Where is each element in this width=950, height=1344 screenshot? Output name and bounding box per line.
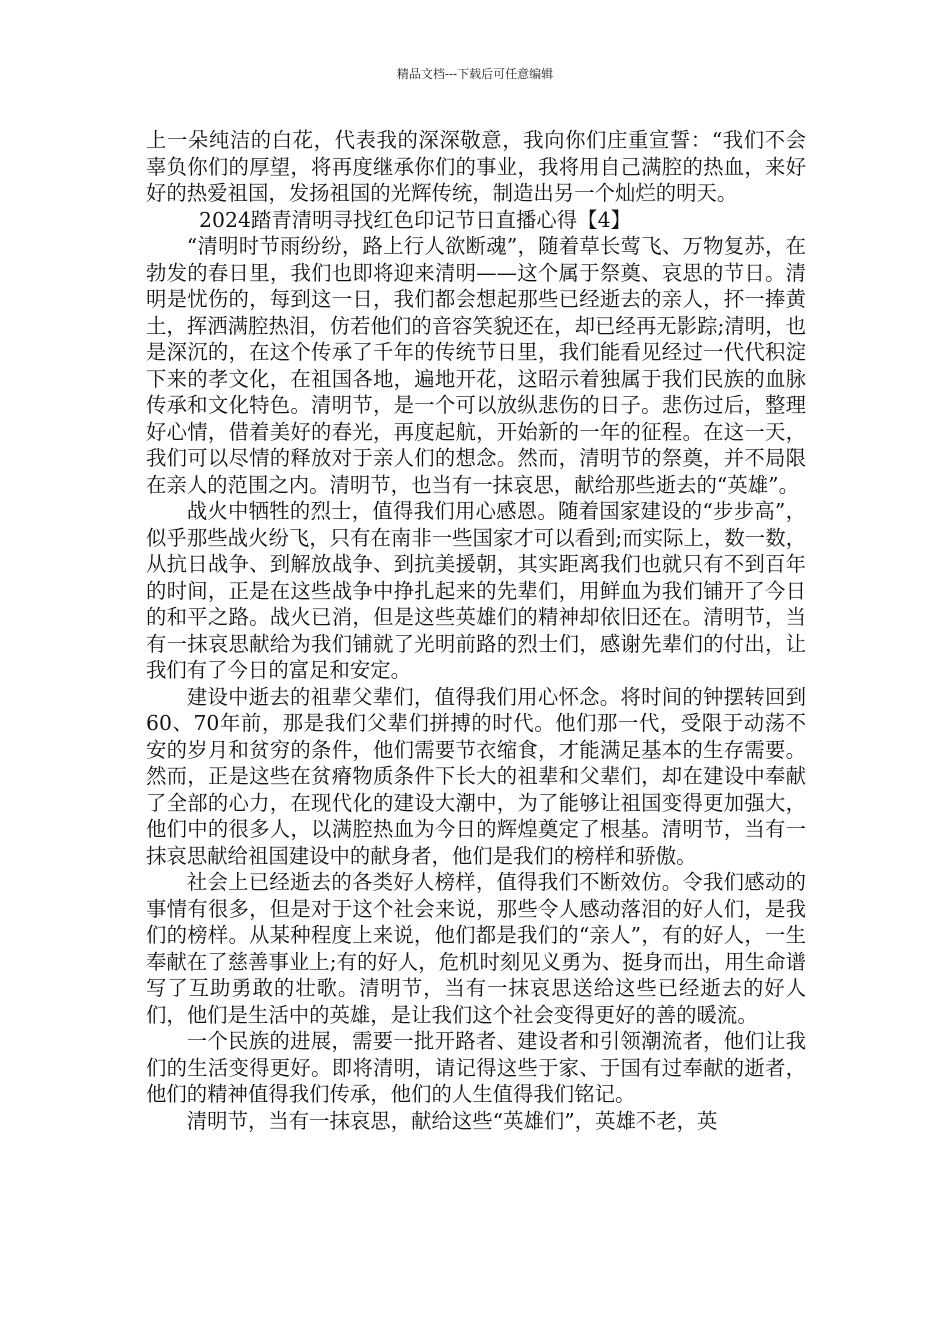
document-body <box>146 127 806 1134</box>
body-paragraph: 清明节，当有一抹哀思，献给这些“英雄们”，英雄不老，英 <box>186 1108 718 1133</box>
body-paragraph: 建设中逝去的祖辈父辈们，值得我们用心怀念。将时间的钟摆转回到60、70年前，那是我们父辈们拼搏的时代。他们那一代，受限于动荡不安的岁月和贫穷的条件，他们需要节衣缩食，才能满足基本的生存需要。然而，正是这些在贫瘠物质条件下长大的祖辈和父辈们，却在建设中奉献了全部的心力，在现代化的建设大潮中，为了能够让祖国变得更加强大，他们中的很多人，以满腔热血为今日的辉煌奠定了根基。清明节，当有一抹哀思献给祖国建设中的献身者，他们是我们的榜样和骄傲。 <box>146 684 806 868</box>
page-header: 精品文档---下载后可任意编辑 <box>396 67 554 81</box>
body-paragraph: 上一朵纯洁的白花，代表我的深深敬意，我向你们庄重宣誓：“我们不会辜负你们的厚望，将再度继承你们的事业，我将用自己满腔的热血，来好好的热爱祖国，发扬祖国的光辉传统，制造出另一个灿烂的明天。 <box>146 128 806 205</box>
body-paragraph: “清明时节雨纷纷，路上行人欲断魂”，随着草长莺飞、万物复苏，在勃发的春日里，我们也即将迎来清明——这个属于祭奠、哀思的节日。清明是忧伤的，每到这一日，我们都会想起那些已经逝去的亲人，抔一捧黄土，挥洒满腔热泪，仿若他们的音容笑貌还在，却已经再无影踪;清明，也是深沉的，在这个传承了千年的传统节日里，我们能看见经过一代代积淀下来的孝文化，在祖国各地，遍地开花，这昭示着独属于我们民族的血脉传承和文化特色。清明节，是一个可以放纵悲伤的日子。悲伤过后，整理好心情，借着美好的春光，再度起航，开始新的一年的征程。在这一天，我们可以尽情的释放对于亲人们的想念。然而，清明节的祭奠，并不局限在亲人的范围之内。清明节，也当有一抹哀思，献给那些逝去的“英雄”。 <box>146 234 806 497</box>
body-paragraph: 一个民族的进展，需要一批开路者、建设者和引领潮流者，他们让我们的生活变得更好。即将清明，请记得这些于家、于国有过奉献的逝者，他们的精神值得我们传承，他们的人生值得我们铭记。 <box>146 1029 806 1106</box>
body-paragraph: 战火中牺牲的烈士，值得我们用心感恩。随着国家建设的“步步高”，似乎那些战火纷飞，只有在南非一些国家才可以看到;而实际上，数一数，从抗日战争、到解放战争、到抗美援朝，其实距离我们也就只有不到百年的时间，正是在这些战争中挣扎起来的先辈们，用鲜血为我们铺开了今日的和平之路。战火已消，但是这些英雄们的精神却依旧还在。清明节，当有一抹哀思献给为我们铺就了光明前路的烈士们，感谢先辈们的付出，让我们有了今日的富足和安定。 <box>146 499 806 682</box>
section-heading: 2024踏青清明寻找红色印记节日直播心得【4】 <box>199 207 631 232</box>
body-paragraph: 社会上已经逝去的各类好人榜样，值得我们不断效仿。令我们感动的事情有很多，但是对于这个社会来说，那些令人感动落泪的好人们，是我们的榜样。从某种程度上来说，他们都是我们的“亲人”，有的好人，一生奉献在了慈善事业上;有的好人，危机时刻见义勇为、挺身而出，用生命谱写了互助勇敢的壮歌。清明节，当有一抹哀思送给这些已经逝去的好人们，他们是生活中的英雄，是让我们这个社会变得更好的善的暖流。 <box>146 870 806 1027</box>
